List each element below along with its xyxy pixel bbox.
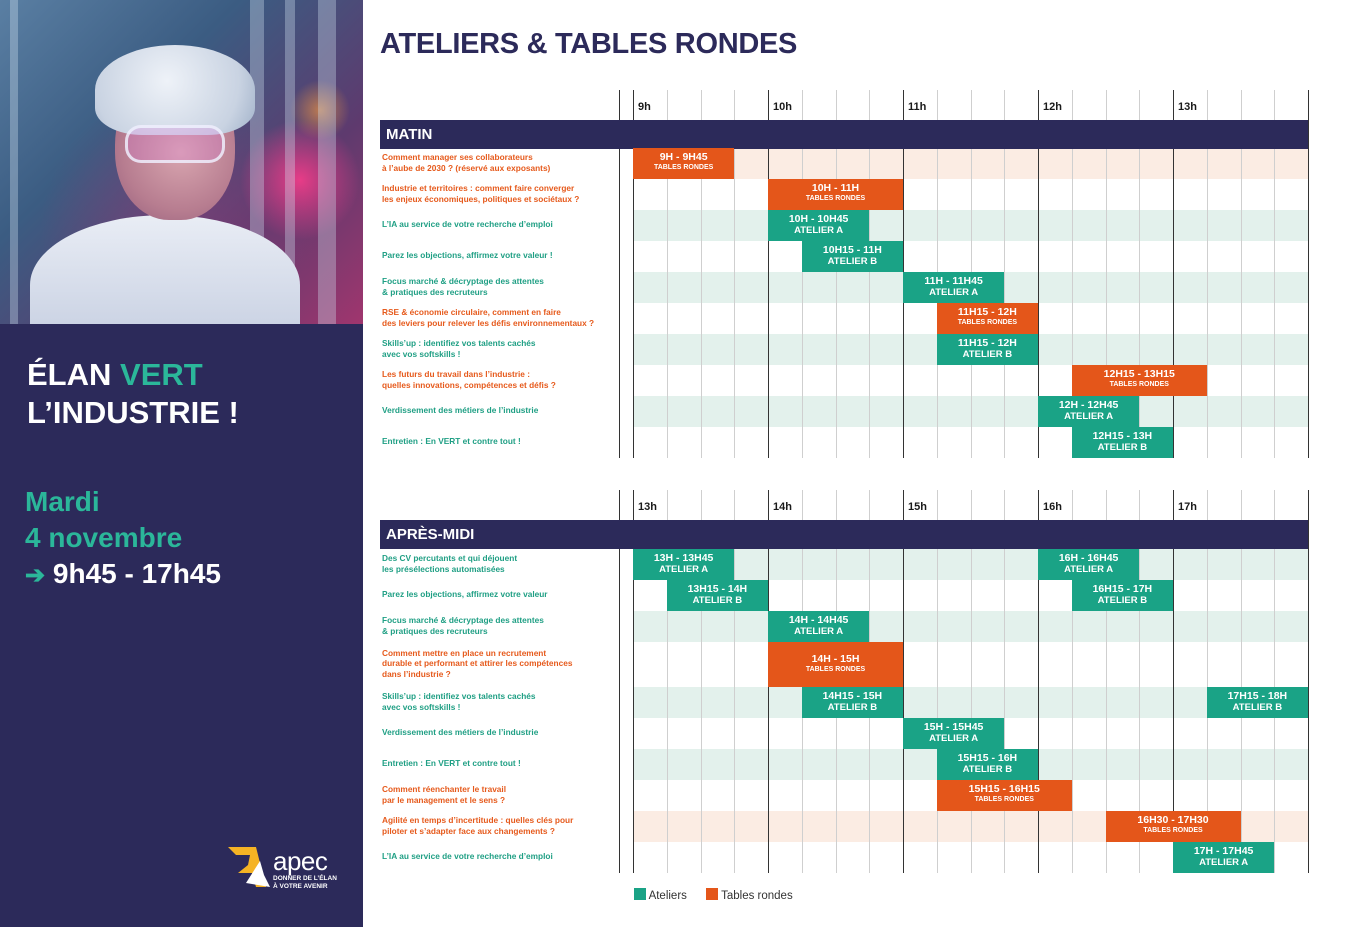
- left-panel: [0, 0, 363, 927]
- hour-label: 10h: [773, 101, 792, 113]
- atelier-block[interactable]: [937, 749, 1038, 780]
- schedule-row: [380, 148, 1308, 179]
- session-time: 14H - 14H45: [788, 614, 849, 626]
- session-title: Entretien : En VERT et contre tout !: [382, 758, 521, 769]
- session-type: ATELIER A: [1064, 411, 1114, 422]
- atelier-block[interactable]: [802, 241, 903, 272]
- session-time: 11H15 - 12H: [957, 306, 1017, 318]
- session-type: ATELIER B: [827, 256, 878, 267]
- apec-logo-text: apec: [273, 846, 328, 876]
- session-time: 11H15 - 12H: [957, 337, 1017, 349]
- session-title: Industrie et territoires : comment faire converger les enjeux économiques, politiques et sociétaux ?: [382, 183, 580, 204]
- session-time: 15H - 15H45: [923, 721, 984, 733]
- session-time: 13H - 13H45: [653, 552, 714, 564]
- title-vert: VERT: [120, 357, 203, 392]
- session-title: Parez les objections, affirmez votre valeur !: [382, 250, 553, 261]
- session-title: Verdissement des métiers de l’industrie: [382, 405, 539, 416]
- table-ronde-block[interactable]: [937, 303, 1038, 334]
- title-industrie: L’INDUSTRIE !: [27, 395, 239, 430]
- session-time: 17H15 - 18H: [1227, 690, 1288, 702]
- session-time: 14H15 - 15H: [822, 690, 883, 702]
- atelier-block[interactable]: [1072, 427, 1173, 458]
- session-type: ATELIER B: [1097, 442, 1148, 453]
- session-type: TABLES RONDES: [653, 164, 714, 171]
- schedule-row: [380, 718, 1308, 749]
- legend-tables-swatch: [706, 888, 718, 900]
- session-title: Agilité en temps d’incertitude : quelles clés pour piloter et s’adapter face aux changements ?: [382, 815, 574, 836]
- legend-tables: Tables rondes: [721, 890, 793, 902]
- schedule-row: [380, 396, 1308, 427]
- session-title: L’IA au service de votre recherche d’emploi: [382, 219, 553, 230]
- session-title: Skills’up : identifiez vos talents cachés avec vos softskills !: [382, 691, 536, 712]
- session-type: ATELIER B: [1097, 595, 1148, 606]
- session-time: 10H - 10H45: [788, 213, 849, 225]
- event-title: [27, 356, 239, 432]
- session-title: Focus marché & décryptage des attentes & pratiques des recruteurs: [382, 276, 544, 297]
- legend: [634, 888, 793, 902]
- session-type: ATELIER B: [692, 595, 743, 606]
- session-type: TABLES RONDES: [805, 195, 866, 202]
- session-time: 12H15 - 13H15: [1103, 368, 1175, 380]
- session-type: ATELIER B: [962, 349, 1013, 360]
- session-time: 12H - 12H45: [1058, 399, 1119, 411]
- session-time: 10H15 - 11H: [822, 244, 882, 256]
- page-title: ATELIERS & TABLES RONDES: [380, 28, 798, 60]
- session-type: TABLES RONDES: [957, 319, 1018, 326]
- atelier-block[interactable]: [937, 334, 1038, 365]
- hour-label: 13h: [638, 501, 657, 513]
- session-title: Les futurs du travail dans l’industrie : quelles innovations, compétences et défis ?: [382, 369, 556, 390]
- session-title: Verdissement des métiers de l’industrie: [382, 727, 539, 738]
- hour-gridline: [1308, 490, 1309, 873]
- session-time: 16H - 16H45: [1058, 552, 1119, 564]
- schedule-row: [380, 334, 1308, 365]
- session-time: 13H15 - 14H: [687, 583, 748, 595]
- session-type: ATELIER B: [1232, 702, 1283, 713]
- session-type: TABLES RONDES: [1109, 381, 1169, 388]
- session-time: 10H - 11H: [811, 182, 860, 194]
- afternoon-schedule: [380, 490, 1308, 875]
- table-ronde-block[interactable]: [937, 780, 1072, 811]
- session-title: Comment mettre en place un recrutement durable et performant et attirer les compétences dans l’industrie ?: [382, 647, 573, 679]
- schedule-row: [380, 549, 1308, 580]
- section-header: APRÈS-MIDI: [380, 520, 1308, 549]
- session-type: TABLES RONDES: [974, 796, 1034, 803]
- session-time: 17H - 17H45: [1193, 845, 1254, 857]
- title-elan: ÉLAN: [27, 357, 112, 392]
- schedule-row: [380, 272, 1308, 303]
- legend-ateliers-swatch: [634, 888, 646, 900]
- hour-gridline: [1308, 90, 1309, 458]
- hero-photo: [0, 0, 363, 324]
- session-type: ATELIER B: [962, 764, 1013, 775]
- hour-label: 15h: [908, 501, 927, 513]
- tagline-line1: DONNER DE L’ÉLAN: [273, 875, 337, 882]
- atelier-block[interactable]: [768, 210, 869, 241]
- session-title: Entretien : En VERT et contre tout !: [382, 436, 521, 447]
- atelier-block[interactable]: [1173, 842, 1274, 873]
- atelier-block[interactable]: [802, 687, 903, 718]
- arrow-icon: ➔: [25, 562, 46, 589]
- atelier-block[interactable]: [667, 580, 768, 611]
- session-title: Parez les objections, affirmez votre valeur: [382, 589, 548, 600]
- session-title: Comment manager ses collaborateurs à l’aube de 2030 ? (réservé aux exposants): [382, 152, 551, 173]
- atelier-block[interactable]: [1207, 687, 1308, 718]
- hour-label: 16h: [1043, 501, 1062, 513]
- session-type: ATELIER B: [827, 702, 878, 713]
- session-time: 12H15 - 13H: [1092, 430, 1153, 442]
- event-date: [25, 484, 221, 594]
- session-title: Focus marché & décryptage des attentes & pratiques des recruteurs: [382, 615, 544, 636]
- atelier-block[interactable]: [768, 611, 869, 642]
- session-time: 14H - 15H: [811, 653, 860, 665]
- session-type: ATELIER A: [659, 564, 709, 575]
- atelier-block[interactable]: [1038, 549, 1139, 580]
- atelier-block[interactable]: [1038, 396, 1139, 427]
- table-ronde-block[interactable]: [633, 148, 734, 179]
- hour-label: 13h: [1178, 101, 1197, 113]
- event-day: Mardi: [25, 486, 100, 517]
- atelier-block[interactable]: [903, 718, 1004, 749]
- hour-label: 17h: [1178, 501, 1197, 513]
- table-ronde-block[interactable]: [1072, 365, 1207, 396]
- atelier-block[interactable]: [1072, 580, 1173, 611]
- session-type: TABLES RONDES: [1143, 827, 1203, 834]
- schedule-row: [380, 780, 1308, 811]
- event-time: 9h45 - 17h45: [52, 558, 221, 589]
- table-ronde-block[interactable]: [768, 179, 903, 210]
- session-type: ATELIER A: [1199, 857, 1249, 868]
- hour-label: 9h: [638, 101, 651, 113]
- session-title: L’IA au service de votre recherche d’emploi: [382, 851, 553, 862]
- hour-label: 11h: [908, 101, 927, 113]
- hour-label: 14h: [773, 501, 792, 513]
- session-type: ATELIER A: [929, 733, 979, 744]
- session-title: RSE & économie circulaire, comment en faire des leviers pour relever les défis environnementaux ?: [382, 307, 595, 328]
- atelier-block[interactable]: [633, 549, 734, 580]
- schedule-row: [380, 749, 1308, 780]
- session-type: ATELIER A: [1064, 564, 1114, 575]
- session-time: 15H15 - 16H15: [968, 783, 1040, 795]
- session-time: 16H30 - 17H30: [1137, 814, 1209, 826]
- session-time: 15H15 - 16H: [957, 752, 1018, 764]
- apec-tagline: [273, 875, 337, 891]
- session-type: ATELIER A: [794, 626, 844, 637]
- morning-schedule: [380, 90, 1308, 460]
- hour-label: 12h: [1043, 101, 1062, 113]
- event-date-text: 4 novembre: [25, 522, 183, 553]
- section-header: MATIN: [380, 120, 1308, 149]
- session-title: Skills’up : identifiez vos talents cachés avec vos softskills !: [382, 338, 536, 359]
- session-type: ATELIER A: [794, 225, 844, 236]
- schedule-row: [380, 303, 1308, 334]
- session-time: 9H - 9H45: [659, 151, 708, 163]
- session-time: 11H - 11H45: [924, 275, 983, 287]
- session-time: 16H15 - 17H: [1092, 583, 1153, 595]
- tagline-line2: À VOTRE AVENIR: [273, 883, 328, 890]
- schedule-row: [380, 842, 1308, 873]
- session-type: TABLES RONDES: [805, 666, 866, 673]
- table-ronde-block[interactable]: [1106, 811, 1241, 842]
- session-title: Des CV percutants et qui déjouent les présélections automatisées: [382, 553, 518, 574]
- table-ronde-block[interactable]: [768, 642, 903, 687]
- session-type: ATELIER A: [929, 287, 979, 298]
- atelier-block[interactable]: [903, 272, 1004, 303]
- legend-ateliers: Ateliers: [648, 890, 687, 902]
- session-title: Comment réenchanter le travail par le management et le sens ?: [382, 784, 507, 805]
